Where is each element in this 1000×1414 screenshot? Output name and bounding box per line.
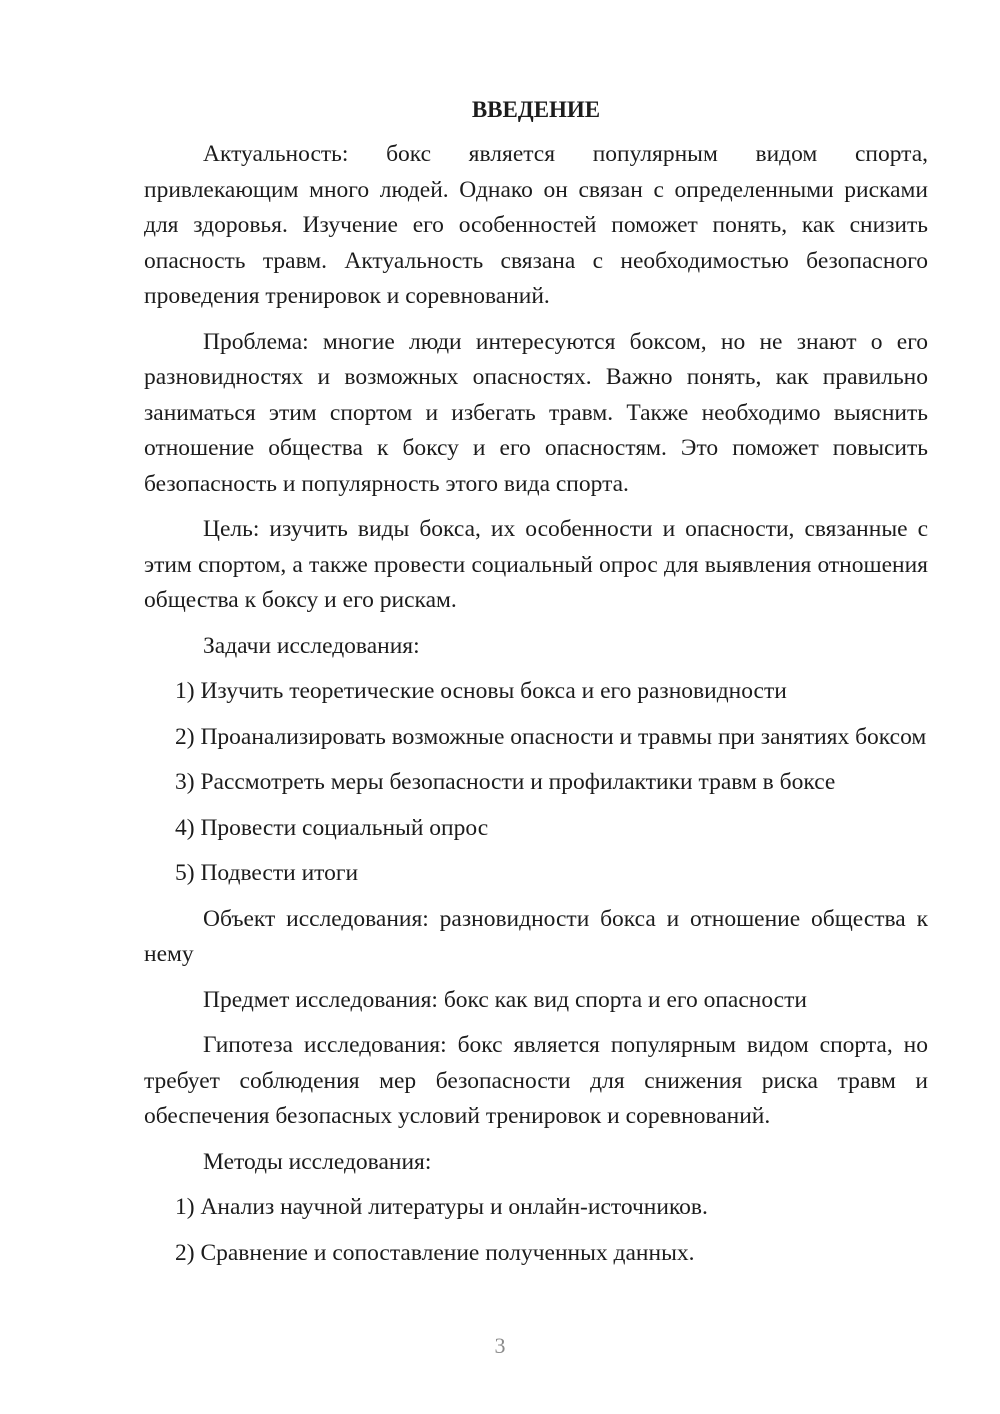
page-title: ВВЕДЕНИЕ — [471, 97, 601, 122]
list-item: 4) Провести социальный опрос — [175, 814, 489, 841]
methods-list — [144, 1190, 928, 1271]
document-page — [144, 92, 928, 1281]
list-item: 2) Проанализировать возможные опасности и травмы при занятиях боксом — [175, 723, 927, 750]
tasks-heading: Задачи исследования: — [203, 632, 420, 659]
paragraph-subject: Предмет исследования: бокс как вид спорта и его опасности — [203, 986, 807, 1013]
paragraph-problem: Проблема: многие люди интересуются боксом, но не знают о его разновидностях и возможных опасностях. Важно понять, как правильно заниматься этим спортом и избегать травм. Также необходимо выяснить отношение общества к боксу и его опасностям. Это поможет повысить безопасность и популярность этого вида спорта. — [144, 328, 928, 497]
list-item: 2) Сравнение и сопоставление полученных данных. — [175, 1239, 695, 1266]
paragraph-object: Объект исследования: разновидности бокса и отношение общества к нему — [144, 905, 928, 967]
list-item: 1) Анализ научной литературы и онлайн-источников. — [175, 1194, 708, 1220]
list-item: 3) Рассмотреть меры безопасности и профилактики травм в боксе — [175, 769, 836, 795]
paragraph-goal: Цель: изучить виды бокса, их особенности и опасности, связанные с этим спортом, а также провести социальный опрос для выявления отношения общества к боксу и его рискам. — [144, 516, 928, 613]
paragraph-relevance: Актуальность: бокс является популярным видом спорта, привлекающим много людей. Однако он связан с определенными рисками для здоровья. Изучение его особенностей поможет понять, как снизить опасность травм. Актуальность связана с необходимостью безопасного проведения тренировок и соревнований. — [144, 141, 928, 309]
list-item: 1) Изучить теоретические основы бокса и его разновидности — [175, 678, 787, 704]
paragraph-hypothesis: Гипотеза исследования: бокс является популярным видом спорта, но требует соблюдения мер безопасности для снижения риска травм и обеспечения безопасных условий тренировок и соревнований. — [144, 1032, 928, 1129]
list-item: 5) Подвести итоги — [175, 860, 359, 886]
page-number: 3 — [494, 1333, 506, 1358]
methods-heading: Методы исследования: — [203, 1148, 432, 1175]
tasks-list — [144, 674, 928, 892]
